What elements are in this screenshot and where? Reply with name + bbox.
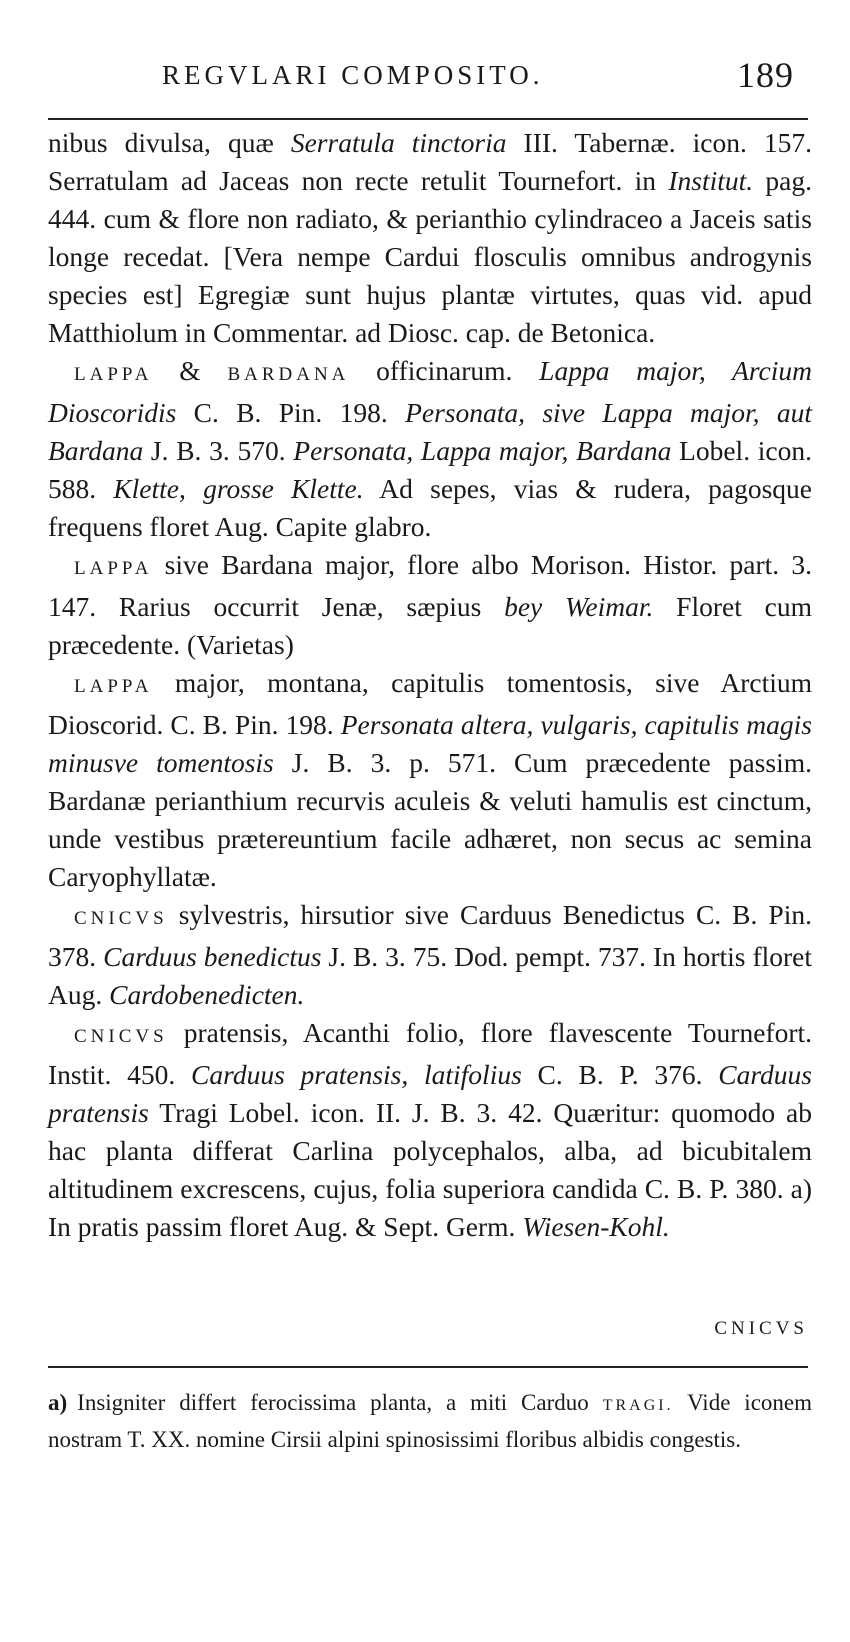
small-caps-text: CNICVS	[74, 908, 168, 929]
paragraph	[48, 664, 812, 896]
paragraph	[48, 896, 812, 1014]
small-caps-text: LAPPA	[74, 364, 153, 385]
text-run: nibus divulsa, quæ	[48, 127, 291, 158]
footnote-rule	[48, 1366, 808, 1368]
text-run: sylvestris, hirsutior sive Carduus Benedictus C. B. Pin. 378.	[48, 899, 812, 972]
italic-text: Klette, grosse Klette.	[113, 473, 364, 504]
text-run: J. B. 3. 570.	[143, 435, 294, 466]
italic-text: Carduus benedictus	[103, 941, 322, 972]
italic-text: Wiesen-Kohl.	[522, 1211, 670, 1242]
main-text	[48, 124, 812, 1246]
paragraph	[48, 546, 812, 664]
italic-text: bey Weimar.	[504, 591, 654, 622]
running-head	[150, 55, 800, 108]
text-run: J. B. 3. p. 571. Cum præcedente passim. Bardanæ perianthium recurvis aculeis & veluti hamulis est cinctum, unde vestibus prætereuntium facile adhæret, non secus ac semina Caryophyllatæ.	[48, 747, 812, 892]
italic-text: Personata, Lappa major, Bardana	[293, 435, 672, 466]
footnote	[48, 1386, 812, 1457]
small-caps-text: LAPPA	[74, 558, 153, 579]
text-run: sive Bardana major, flore albo Morison. Histor. part. 3. 147. Rarius occurrit Jenæ, sæpius	[48, 549, 812, 622]
small-caps-text: CNICVS	[74, 1026, 168, 1047]
italic-text: Institut.	[668, 165, 754, 196]
text-run: C. B. Pin. 198.	[176, 397, 406, 428]
text-run: III. Tabernæ. icon. 157. Serratulam ad Jaceas non recte retulit Tournefort. in	[48, 127, 812, 196]
text-run: major, montana, capitulis tomentosis, sive Arctium Dioscorid. C. B. Pin. 198.	[48, 667, 812, 740]
text-run: pag. 444. cum & flore non radiato, & perianthio cylindraceo a Jaceis satis longe recedat. [Vera nempe Cardui flosculis omnibus androgynis species est] Egregiæ sunt hujus plantæ virtutes, quas vid. apud Matthiolum in Commentar. ad Diosc. cap. de Betonica.	[48, 165, 812, 348]
text-run: &	[152, 355, 228, 386]
italic-text: Lappa major, Arcium Dioscoridis	[48, 355, 813, 428]
italic-text: Carduus pratensis, latifolius	[191, 1059, 522, 1090]
page-number: 189	[737, 55, 794, 95]
italic-text: Serratula tinctoria	[290, 127, 507, 158]
header-rule	[48, 118, 808, 120]
text-run: Vide iconem nostram T. XX. nomine Cirsii alpini spinosissimi floribus albidis congestis.	[48, 1390, 813, 1452]
text-run: Ad sepes, vias & rudera, pagosque frequens floret Aug. Capite glabro.	[48, 473, 812, 542]
text-run: Floret cum præcedente. (Varietas)	[48, 591, 812, 660]
running-head-title: REGVLARI COMPOSITO.	[162, 60, 544, 90]
text-run: officinarum.	[349, 355, 540, 386]
italic-text: Carduus pratensis	[48, 1059, 812, 1128]
text-run: C. B. P. 376.	[521, 1059, 719, 1090]
paragraph	[48, 124, 812, 352]
italic-text: Personata altera, vulgaris, capitulis magis minusve tomentosis	[48, 709, 812, 778]
text-run: Insigniter differt ferocissima planta, a miti Carduo	[77, 1390, 603, 1415]
italic-text: Cardobenedicten.	[109, 979, 305, 1010]
italic-text: Personata, sive Lappa major, aut Bardana	[48, 397, 813, 466]
catchword: CNICVS	[714, 1318, 808, 1339]
paragraph	[48, 1014, 812, 1246]
footnote-mark: a)	[48, 1390, 68, 1415]
text-run: Tragi Lobel. icon. II. J. B. 3. 42. Quæritur: quomodo ab hac planta differat Carlina polycephalos, alba, ad bicubitalem altitudinem excrescens, cujus, folia superiora candida C. B. P. 380. a) In pratis passim floret Aug. & Sept. Germ.	[48, 1097, 812, 1242]
footnote-text	[48, 1390, 812, 1452]
text-run: pratensis, Acanthi folio, flore flavescente Tournefort. Instit. 450.	[48, 1017, 812, 1090]
small-caps-text: TRAGI.	[602, 1397, 674, 1414]
text-run: Lobel. icon. 588.	[48, 435, 812, 504]
paragraph	[48, 352, 812, 546]
small-caps-text: BARDANA	[227, 364, 350, 385]
text-run: J. B. 3. 75. Dod. pempt. 737. In hortis floret Aug.	[48, 941, 813, 1010]
small-caps-text: LAPPA	[74, 676, 153, 697]
